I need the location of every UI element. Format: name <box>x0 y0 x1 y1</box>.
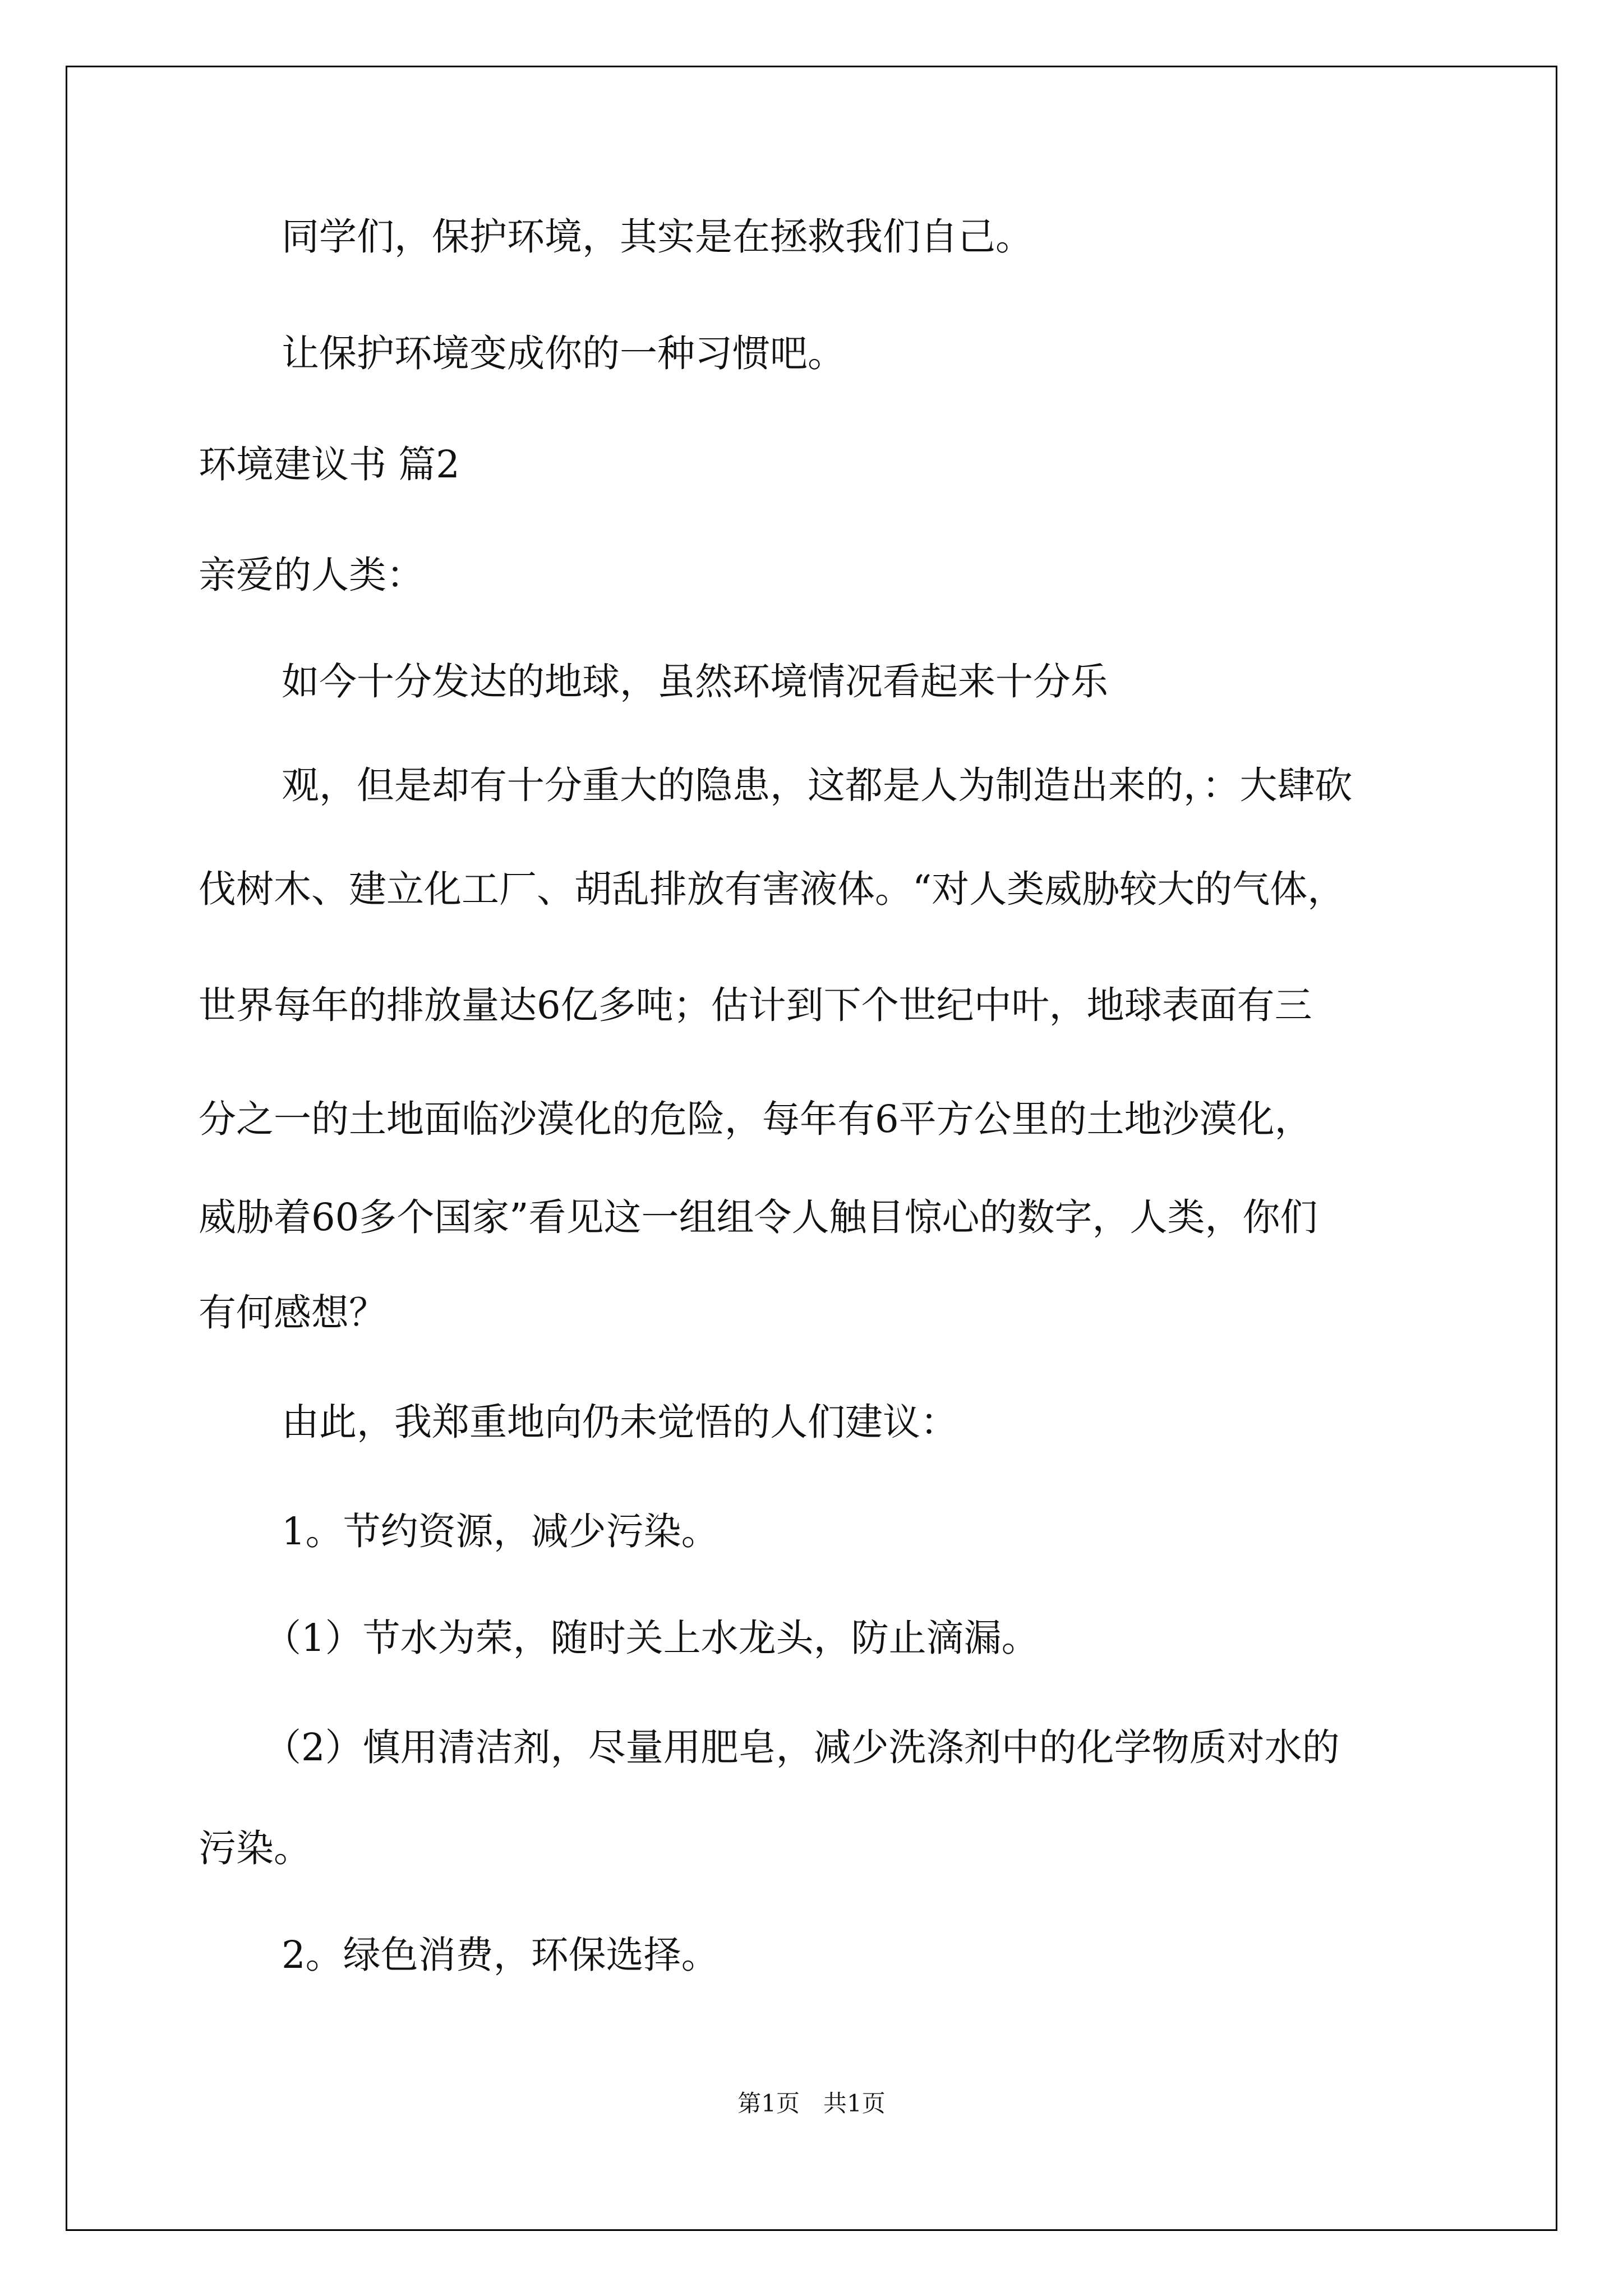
paragraph-line: 有何感想？ <box>199 1291 386 1335</box>
list-item: 2。绿色消费，环保选择。 <box>282 1933 719 1977</box>
paragraph-line: 伐树木、建立化工厂、胡乱排放有害液体。“对人类威胁较大的气体， <box>199 867 1345 911</box>
paragraph-line: 威胁着60多个国家”看见这一组组令人触目惊心的数字，人类，你们 <box>199 1195 1318 1239</box>
salutation: 亲爱的人类： <box>199 553 424 597</box>
paragraph-line: 让保护环境变成你的一种习惯吧。 <box>282 332 845 375</box>
list-item: 1。节约资源，减少污染。 <box>282 1510 719 1553</box>
page-footer: 第1页 共1页 <box>737 2090 886 2117</box>
paragraph-line: 由此，我郑重地向仍未觉悟的人们建议： <box>282 1400 958 1444</box>
section-heading: 环境建议书 篇2 <box>199 443 460 486</box>
page-border <box>66 66 1557 2231</box>
sub-list-item: （1）节水为荣，随时关上水龙头，防止滴漏。 <box>264 1616 1039 1660</box>
sub-list-item: （2）慎用清洁剂，尽量用肥皂，减少洗涤剂中的化学物质对水的 <box>264 1726 1340 1769</box>
paragraph-line: 同学们，保护环境，其实是在拯救我们自己。 <box>282 215 1033 259</box>
paragraph-line: 观，但是却有十分重大的隐患，这都是人为制造出来的，：大肆砍 <box>282 763 1353 807</box>
paragraph-line: 如今十分发达的地球，虽然环境情况看起来十分乐 <box>282 660 1108 703</box>
paragraph-line: 分之一的土地面临沙漠化的危险，每年有6平方公里的土地沙漠化， <box>199 1097 1312 1141</box>
paragraph-line: 污染。 <box>199 1826 311 1870</box>
paragraph-line: 世界每年的排放量达6亿多吨；估计到下个世纪中叶，地球表面有三 <box>199 983 1312 1027</box>
